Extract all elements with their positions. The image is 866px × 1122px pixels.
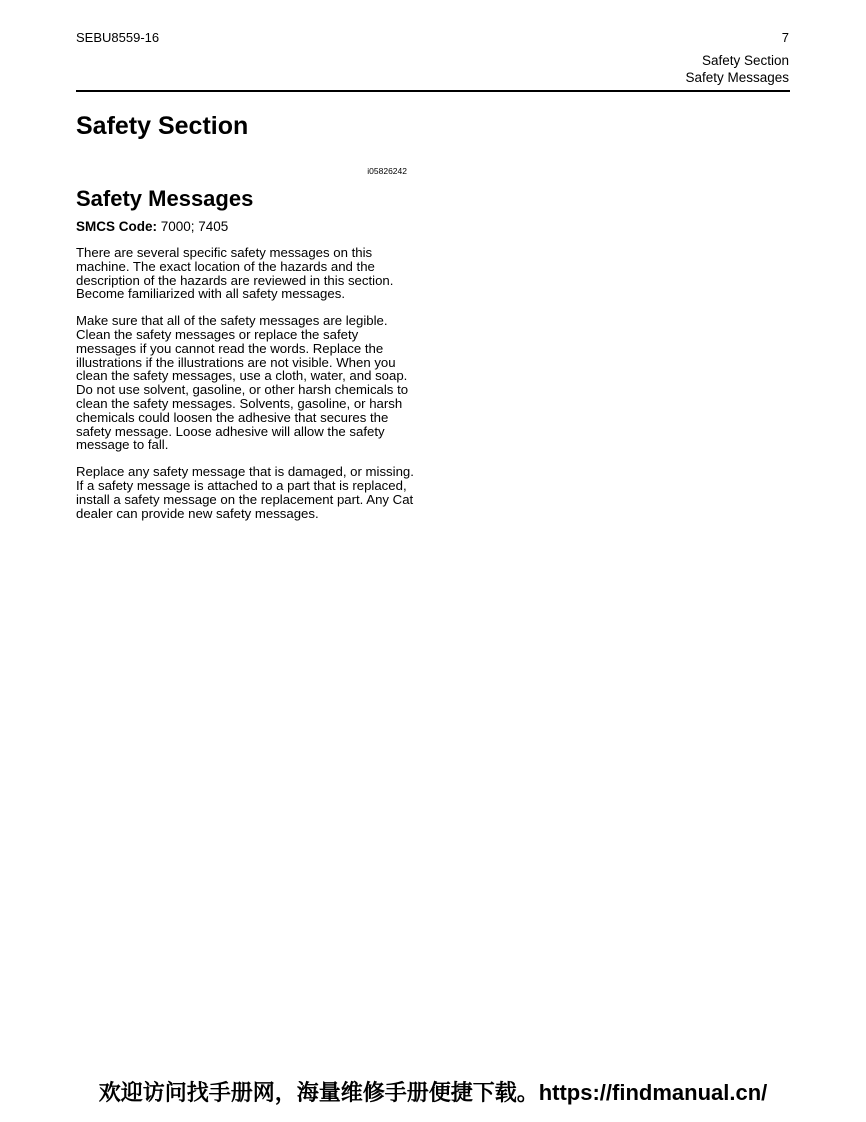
smcs-code-value: 7000; 7405 [157,219,229,234]
download-banner: 欢迎访问找手册网，海量维修手册便捷下载。https://findmanual.cn/ [98,1080,768,1105]
running-header-topic: Safety Messages [685,70,789,85]
section-title: Safety Section [76,112,249,140]
smcs-code-label: SMCS Code: [76,219,157,234]
paragraph: There are several specific safety messages on this machine. The exact location of the hazards and the description of the hazards are reviewed in this section. Become familiarized with all safety messages. [76,245,394,302]
paragraph: Make sure that all of the safety messages are legible. Clean the safety messages or replace the safety messages if you cannot read the words. Replace the illustrations if the illustrations are not visible. When you clean the safety messages, use a cloth, water, and soap. Do not use solvent, gasoline, or other harsh chemicals to clean the safety messages. Solvents, gasoline, or harsh chemicals could loosen the adhesive that secures the safety message. Loose adhesive will allow the safety message to fall. [76,313,409,453]
document-number: SEBU8559-16 [76,30,160,45]
running-header [685,52,789,86]
running-header-section: Safety Section [701,53,789,68]
smcs-code [76,218,228,235]
paragraph: Replace any safety message that is damaged, or missing. If a safety message is attached to a part that is replaced, install a safety message on the replacement part. Any Cat dealer can provide new safety messages. [76,464,414,521]
header-divider [76,90,790,92]
page-number: 7 [781,30,789,45]
topic-id: i05826242 [367,166,407,176]
topic-title: Safety Messages [76,186,254,211]
body-text [76,246,416,533]
